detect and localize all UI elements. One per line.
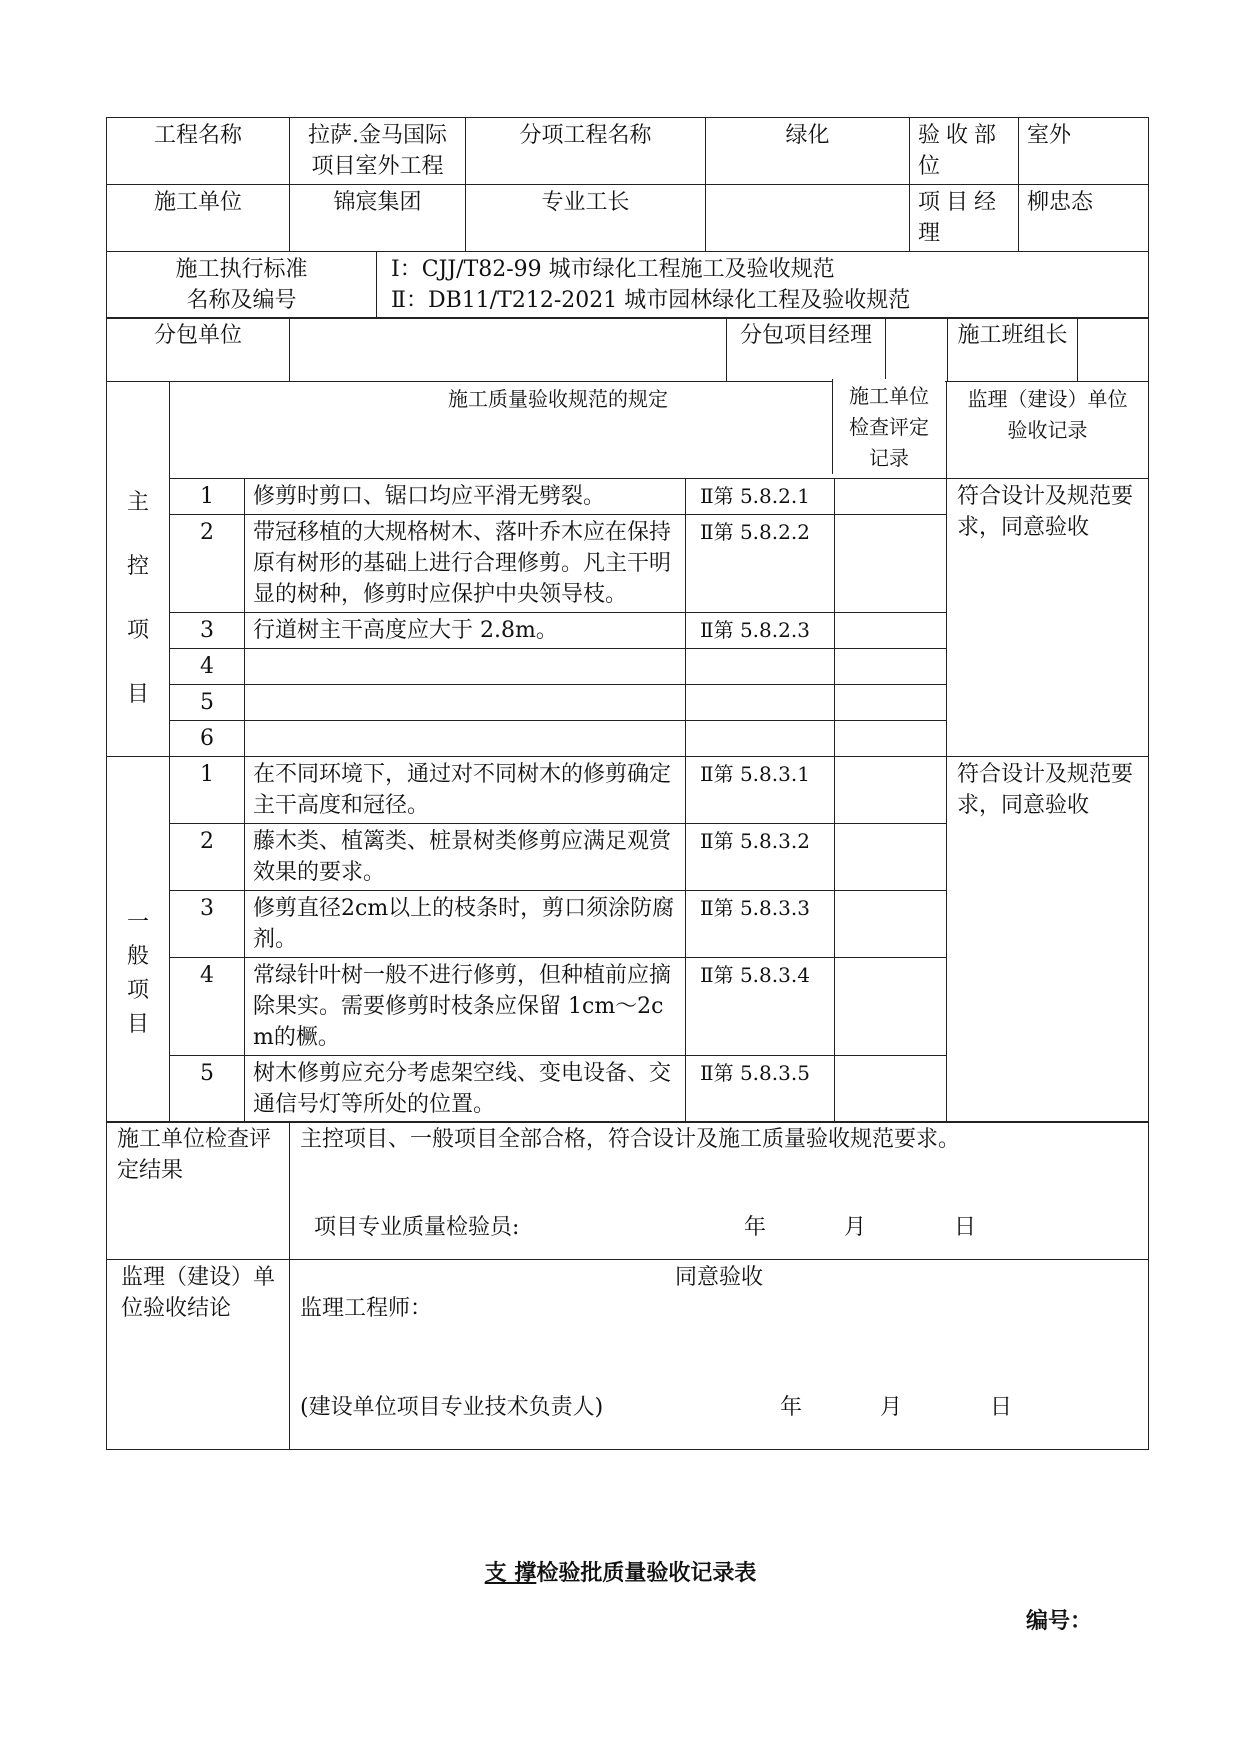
general-char: 一 (126, 910, 149, 935)
main-item-record (835, 612, 947, 648)
project-name-value: 拉萨.金马国际项目室外工程 (290, 118, 466, 185)
inspection-record-grid (106, 117, 1149, 1450)
standard-label-line-1: 施工执行标准 (175, 256, 308, 282)
next-form-title-rest: 检验批质量验收记录表 (536, 1561, 757, 1586)
standard-label-line-2: 名称及编号 (186, 287, 297, 313)
main-control-category (107, 381, 170, 756)
contractor-check-header (832, 379, 945, 474)
contractor-label: 施工单位 (107, 185, 290, 252)
team-leader-label: 施工班组长 (948, 318, 1078, 382)
supervisor-conclusion-text: 同意验收 (674, 1265, 763, 1290)
results-table (106, 1121, 1149, 1450)
general-item-no: 2 (170, 823, 245, 890)
main-item-ref (686, 684, 835, 720)
main-item-text (245, 684, 686, 720)
subcontractor-value (290, 318, 727, 382)
main-item-text: 修剪时剪口、锯口均应平滑无劈裂。 (245, 478, 686, 514)
standard-value (377, 251, 1149, 318)
supervisor-sign-row (300, 1392, 1013, 1423)
contractor-month: 月 (844, 1215, 867, 1240)
general-item-text: 修剪直径2cm以上的枝条时，剪口须涂防腐剂。 (245, 890, 686, 957)
general-item-ref: Ⅱ第 5.8.3.5 (686, 1055, 835, 1122)
supervisor-engineer-label: 监理工程师： (300, 1296, 433, 1321)
team-leader-value (1078, 318, 1149, 382)
standard-1: Ⅰ：CJJ/T82-99 城市绿化工程施工及验收规范 (391, 256, 835, 282)
inspector-label: 项目专业质量检验员: (314, 1215, 520, 1240)
general-item-ref: Ⅱ第 5.8.3.1 (686, 756, 835, 823)
main-control-char: 主 (126, 489, 149, 515)
supervisor-year: 年 (780, 1395, 803, 1420)
main-item-record (835, 684, 947, 720)
spec-column-header: 施工质量验收规范的规定 (170, 381, 947, 478)
main-item-text (245, 720, 686, 756)
subitem-name-value: 绿化 (706, 118, 910, 185)
general-item-ref: Ⅱ第 5.8.3.4 (686, 957, 835, 1055)
pm-value: 柳忠态 (1019, 185, 1149, 252)
supervisor-month: 月 (880, 1395, 903, 1420)
main-item-ref: Ⅱ第 5.8.2.2 (686, 514, 835, 612)
standard-2: Ⅱ：DB11/T212-2021 城市园林绿化工程及验收规范 (391, 287, 911, 313)
main-item-ref: Ⅱ第 5.8.2.1 (686, 478, 835, 514)
contractor-result-label: 施工单位检查评定结果 (107, 1122, 290, 1260)
sub-pm-label: 分包项目经理 (727, 318, 886, 382)
main-item-ref: Ⅱ第 5.8.2.3 (686, 612, 835, 648)
main-item-record (835, 720, 947, 756)
main-control-supervisor-result: 符合设计及规范要求，同意验收 (947, 478, 1149, 756)
general-item-record (835, 890, 947, 957)
owner-label: (建设单位项目专业技术负责人) (300, 1395, 604, 1420)
main-item-no: 3 (170, 612, 245, 648)
general-item-no: 3 (170, 890, 245, 957)
subitem-name-label: 分项工程名称 (466, 118, 706, 185)
general-char: 般 (126, 944, 149, 969)
general-item-record (835, 756, 947, 823)
general-supervisor-result: 符合设计及规范要求，同意验收 (947, 756, 1149, 1122)
next-form-title-underlined: 支 撑 (484, 1561, 537, 1586)
next-form-title (0, 1556, 1241, 1587)
main-item-no: 4 (170, 648, 245, 684)
pm-label: 项目经理 (910, 185, 1019, 252)
general-item-no: 4 (170, 957, 245, 1055)
main-item-ref (686, 648, 835, 684)
main-item-no: 1 (170, 478, 245, 514)
main-item-record (835, 478, 947, 514)
general-char: 目 (126, 1012, 149, 1037)
contractor-result-cell (290, 1122, 1149, 1260)
general-item-record (835, 1055, 947, 1122)
main-item-text: 行道树主干高度应大于 2.8m。 (245, 612, 686, 648)
contractor-sign-row (314, 1212, 977, 1243)
main-item-text (245, 648, 686, 684)
main-item-record (835, 648, 947, 684)
items-table (106, 381, 1149, 1123)
general-item-record (835, 823, 947, 890)
header-table (106, 117, 1149, 252)
contractor-check-header-text: 施工单位检查评定记录 (849, 384, 929, 470)
acceptance-part-value: 室外 (1019, 118, 1149, 185)
main-item-no: 6 (170, 720, 245, 756)
standard-label (107, 251, 377, 318)
main-item-ref (686, 720, 835, 756)
foreman-label: 专业工长 (466, 185, 706, 252)
general-item-record (835, 957, 947, 1055)
acceptance-part-label: 验收部位 (910, 118, 1019, 185)
general-item-ref: Ⅱ第 5.8.3.2 (686, 823, 835, 890)
main-control-char: 控 (126, 553, 149, 579)
subcontractor-label: 分包单位 (107, 318, 290, 382)
general-item-text: 藤木类、植篱类、桩景树类修剪应满足观赏效果的要求。 (245, 823, 686, 890)
main-item-no: 5 (170, 684, 245, 720)
supervisor-conclusion-label: 监理（建设）单位验收结论 (107, 1260, 290, 1450)
contractor-year: 年 (744, 1215, 767, 1240)
contractor-day: 日 (954, 1215, 977, 1240)
contractor-result-text: 主控项目、一般项目全部合格，符合设计及施工质量验收规范要求。 (300, 1127, 961, 1152)
general-item-no: 5 (170, 1055, 245, 1122)
main-item-record (835, 514, 947, 612)
general-category (107, 756, 170, 1122)
general-item-no: 1 (170, 756, 245, 823)
general-item-text: 常绿针叶树一般不进行修剪，但种植前应摘除果实。需要修剪时枝条应保留 1cm～2cm的橛。 (245, 957, 686, 1055)
sub-pm-value (886, 318, 948, 382)
main-item-text: 带冠移植的大规格树木、落叶乔木应在保持原有树形的基础上进行合理修剪。凡主干明显的树种，修剪时应保护中央领导枝。 (245, 514, 686, 612)
contractor-value: 锦宸集团 (290, 185, 466, 252)
main-item-no: 2 (170, 514, 245, 612)
project-name-label: 工程名称 (107, 118, 290, 185)
supervisor-conclusion-cell (290, 1260, 1149, 1450)
main-control-char: 项 (126, 617, 149, 643)
supervisor-day: 日 (990, 1395, 1013, 1420)
foreman-value (706, 185, 910, 252)
subcontractor-table (106, 317, 1149, 382)
standard-table (106, 251, 1149, 319)
serial-number-label: 编号： (1026, 1609, 1093, 1634)
general-item-ref: Ⅱ第 5.8.3.3 (686, 890, 835, 957)
general-item-text: 树木修剪应充分考虑架空线、变电设备、交通信号灯等所处的位置。 (245, 1055, 686, 1122)
main-control-char: 目 (126, 681, 149, 707)
general-char: 项 (126, 978, 149, 1003)
supervisor-record-header: 监理（建设）单位验收记录 (947, 381, 1149, 478)
general-item-text: 在不同环境下，通过对不同树木的修剪确定主干高度和冠径。 (245, 756, 686, 823)
